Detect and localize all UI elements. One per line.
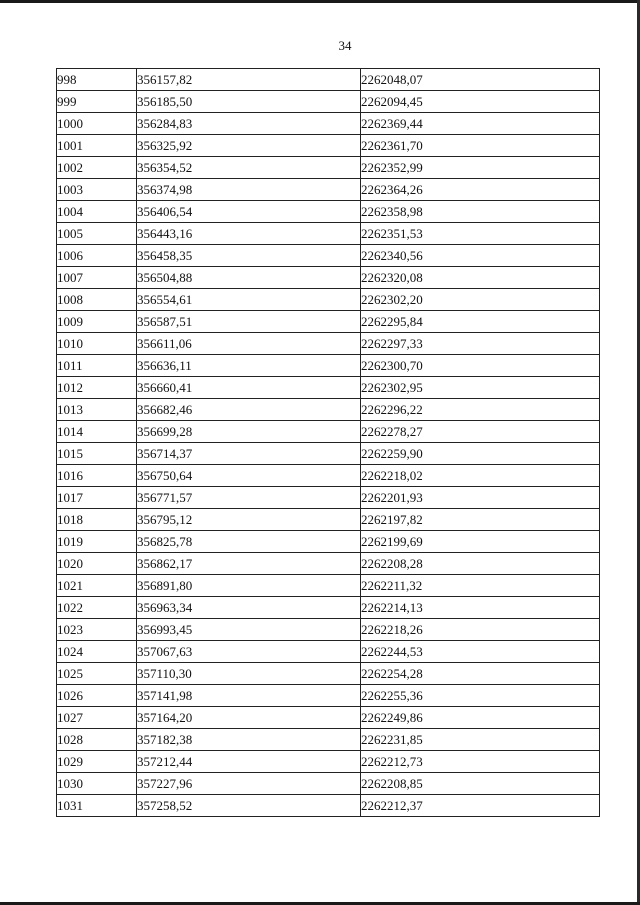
table-row <box>57 509 600 531</box>
x-coordinate-cell: 356699,28 <box>137 421 361 443</box>
table-row <box>57 267 600 289</box>
point-id-cell: 1011 <box>57 355 137 377</box>
y-coordinate-cell: 2262358,98 <box>361 201 600 223</box>
y-coordinate-cell: 2262214,13 <box>361 597 600 619</box>
table-row <box>57 663 600 685</box>
x-coordinate-cell: 356636,11 <box>137 355 361 377</box>
table-row <box>57 553 600 575</box>
y-coordinate-cell: 2262352,99 <box>361 157 600 179</box>
x-coordinate-cell: 356504,88 <box>137 267 361 289</box>
x-coordinate-cell: 357212,44 <box>137 751 361 773</box>
x-coordinate-cell: 356157,82 <box>137 69 361 91</box>
y-coordinate-cell: 2262212,73 <box>361 751 600 773</box>
x-coordinate-cell: 356795,12 <box>137 509 361 531</box>
table-row <box>57 201 600 223</box>
table-row <box>57 443 600 465</box>
y-coordinate-cell: 2262297,33 <box>361 333 600 355</box>
x-coordinate-cell: 357141,98 <box>137 685 361 707</box>
x-coordinate-cell: 356458,35 <box>137 245 361 267</box>
table-row <box>57 685 600 707</box>
point-id-cell: 999 <box>57 91 137 113</box>
point-id-cell: 998 <box>57 69 137 91</box>
table-row <box>57 465 600 487</box>
point-id-cell: 1007 <box>57 267 137 289</box>
table-row <box>57 113 600 135</box>
x-coordinate-cell: 357258,52 <box>137 795 361 817</box>
table-row <box>57 245 600 267</box>
x-coordinate-cell: 356374,98 <box>137 179 361 201</box>
page-number: 34 <box>338 38 352 53</box>
table-row <box>57 795 600 817</box>
y-coordinate-cell: 2262300,70 <box>361 355 600 377</box>
y-coordinate-cell: 2262244,53 <box>361 641 600 663</box>
point-id-cell: 1008 <box>57 289 137 311</box>
point-id-cell: 1003 <box>57 179 137 201</box>
y-coordinate-cell: 2262048,07 <box>361 69 600 91</box>
y-coordinate-cell: 2262208,85 <box>361 773 600 795</box>
y-coordinate-cell: 2262364,26 <box>361 179 600 201</box>
point-id-cell: 1031 <box>57 795 137 817</box>
x-coordinate-cell: 356587,51 <box>137 311 361 333</box>
x-coordinate-cell: 357110,30 <box>137 663 361 685</box>
x-coordinate-cell: 356993,45 <box>137 619 361 641</box>
table-row <box>57 399 600 421</box>
point-id-cell: 1022 <box>57 597 137 619</box>
table-row <box>57 223 600 245</box>
y-coordinate-cell: 2262231,85 <box>361 729 600 751</box>
y-coordinate-cell: 2262259,90 <box>361 443 600 465</box>
table-row <box>57 531 600 553</box>
y-coordinate-cell: 2262201,93 <box>361 487 600 509</box>
point-id-cell: 1021 <box>57 575 137 597</box>
y-coordinate-cell: 2262340,56 <box>361 245 600 267</box>
table-row <box>57 311 600 333</box>
x-coordinate-cell: 356963,34 <box>137 597 361 619</box>
point-id-cell: 1024 <box>57 641 137 663</box>
table-row <box>57 575 600 597</box>
x-coordinate-cell: 357067,63 <box>137 641 361 663</box>
table-row <box>57 773 600 795</box>
y-coordinate-cell: 2262208,28 <box>361 553 600 575</box>
table-row <box>57 641 600 663</box>
table-row <box>57 333 600 355</box>
point-id-cell: 1002 <box>57 157 137 179</box>
table-row <box>57 355 600 377</box>
x-coordinate-cell: 356714,37 <box>137 443 361 465</box>
table-row <box>57 487 600 509</box>
x-coordinate-cell: 356354,52 <box>137 157 361 179</box>
y-coordinate-cell: 2262278,27 <box>361 421 600 443</box>
table-row <box>57 619 600 641</box>
point-id-cell: 1012 <box>57 377 137 399</box>
table-row <box>57 707 600 729</box>
y-coordinate-cell: 2262295,84 <box>361 311 600 333</box>
table-row <box>57 377 600 399</box>
x-coordinate-cell: 356443,16 <box>137 223 361 245</box>
point-id-cell: 1015 <box>57 443 137 465</box>
x-coordinate-cell: 356825,78 <box>137 531 361 553</box>
table-row <box>57 135 600 157</box>
table-row <box>57 179 600 201</box>
point-id-cell: 1016 <box>57 465 137 487</box>
point-id-cell: 1018 <box>57 509 137 531</box>
coordinates-table <box>56 68 600 817</box>
x-coordinate-cell: 356660,41 <box>137 377 361 399</box>
table-row <box>57 421 600 443</box>
y-coordinate-cell: 2262320,08 <box>361 267 600 289</box>
point-id-cell: 1014 <box>57 421 137 443</box>
x-coordinate-cell: 357227,96 <box>137 773 361 795</box>
y-coordinate-cell: 2262094,45 <box>361 91 600 113</box>
y-coordinate-cell: 2262249,86 <box>361 707 600 729</box>
y-coordinate-cell: 2262302,20 <box>361 289 600 311</box>
x-coordinate-cell: 356406,54 <box>137 201 361 223</box>
point-id-cell: 1001 <box>57 135 137 157</box>
y-coordinate-cell: 2262369,44 <box>361 113 600 135</box>
point-id-cell: 1005 <box>57 223 137 245</box>
point-id-cell: 1010 <box>57 333 137 355</box>
point-id-cell: 1004 <box>57 201 137 223</box>
scan-edge-top <box>0 0 640 3</box>
y-coordinate-cell: 2262296,22 <box>361 399 600 421</box>
point-id-cell: 1019 <box>57 531 137 553</box>
point-id-cell: 1030 <box>57 773 137 795</box>
x-coordinate-cell: 356611,06 <box>137 333 361 355</box>
point-id-cell: 1009 <box>57 311 137 333</box>
point-id-cell: 1023 <box>57 619 137 641</box>
table-row <box>57 751 600 773</box>
point-id-cell: 1006 <box>57 245 137 267</box>
y-coordinate-cell: 2262218,26 <box>361 619 600 641</box>
y-coordinate-cell: 2262218,02 <box>361 465 600 487</box>
x-coordinate-cell: 356750,64 <box>137 465 361 487</box>
y-coordinate-cell: 2262212,37 <box>361 795 600 817</box>
x-coordinate-cell: 357182,38 <box>137 729 361 751</box>
x-coordinate-cell: 356771,57 <box>137 487 361 509</box>
point-id-cell: 1013 <box>57 399 137 421</box>
point-id-cell: 1025 <box>57 663 137 685</box>
point-id-cell: 1027 <box>57 707 137 729</box>
x-coordinate-cell: 356185,50 <box>137 91 361 113</box>
point-id-cell: 1028 <box>57 729 137 751</box>
point-id-cell: 1017 <box>57 487 137 509</box>
table-row <box>57 69 600 91</box>
table-row <box>57 289 600 311</box>
x-coordinate-cell: 356862,17 <box>137 553 361 575</box>
table-row <box>57 91 600 113</box>
x-coordinate-cell: 356325,92 <box>137 135 361 157</box>
y-coordinate-cell: 2262199,69 <box>361 531 600 553</box>
point-id-cell: 1029 <box>57 751 137 773</box>
table-row <box>57 729 600 751</box>
point-id-cell: 1000 <box>57 113 137 135</box>
coordinates-table-body <box>57 69 600 817</box>
y-coordinate-cell: 2262254,28 <box>361 663 600 685</box>
x-coordinate-cell: 356554,61 <box>137 289 361 311</box>
y-coordinate-cell: 2262302,95 <box>361 377 600 399</box>
y-coordinate-cell: 2262211,32 <box>361 575 600 597</box>
y-coordinate-cell: 2262255,36 <box>361 685 600 707</box>
x-coordinate-cell: 356284,83 <box>137 113 361 135</box>
x-coordinate-cell: 356891,80 <box>137 575 361 597</box>
point-id-cell: 1020 <box>57 553 137 575</box>
table-row <box>57 157 600 179</box>
y-coordinate-cell: 2262361,70 <box>361 135 600 157</box>
point-id-cell: 1026 <box>57 685 137 707</box>
y-coordinate-cell: 2262351,53 <box>361 223 600 245</box>
x-coordinate-cell: 356682,46 <box>137 399 361 421</box>
table-row <box>57 597 600 619</box>
x-coordinate-cell: 357164,20 <box>137 707 361 729</box>
y-coordinate-cell: 2262197,82 <box>361 509 600 531</box>
